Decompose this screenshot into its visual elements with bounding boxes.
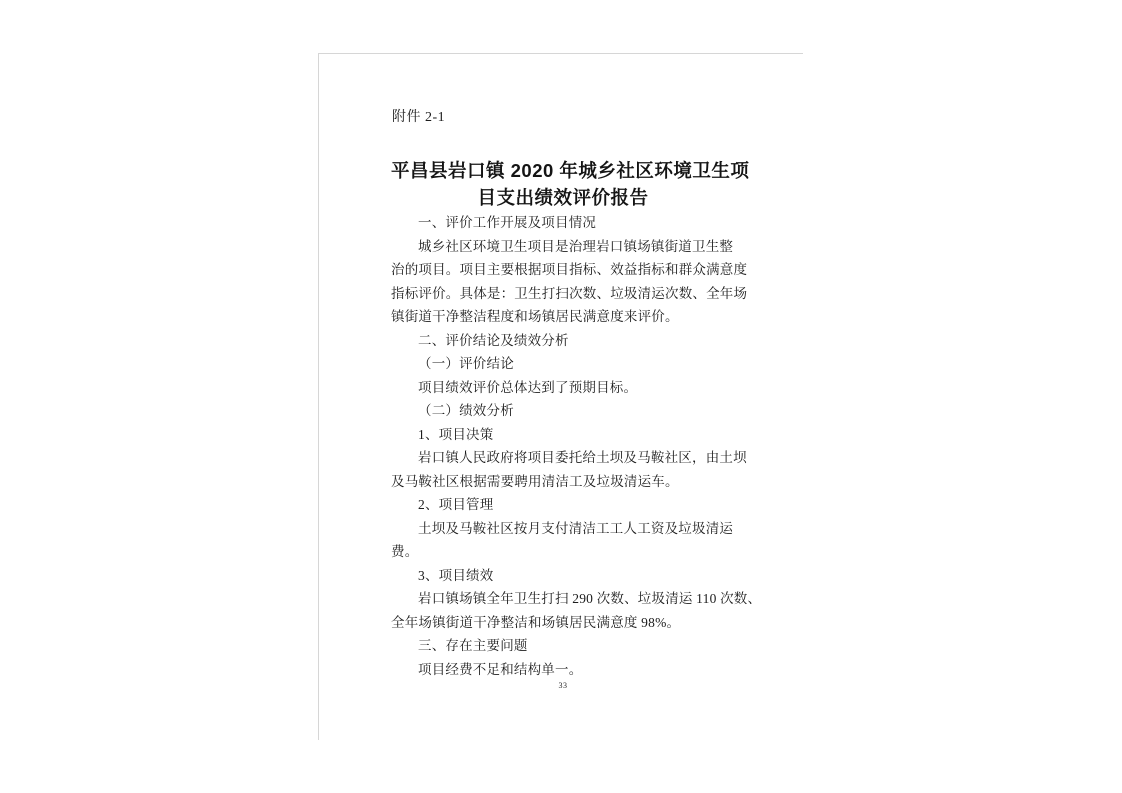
page-number: 33 xyxy=(558,681,568,690)
body-line: 治的项目。项目主要根据项目指标、效益指标和群众满意度 xyxy=(391,262,748,277)
subsection-heading-2-1: （一）评价结论 xyxy=(418,356,514,371)
document-body xyxy=(391,211,762,681)
body-line: 土坝及马鞍社区按月支付清洁工工人工资及垃圾清运 xyxy=(418,520,734,536)
body-line: 岩口镇场镇全年卫生打扫 290 次数、垃圾清运 110 次数、 xyxy=(418,591,762,606)
section-heading-1: 一、评价工作开展及项目情况 xyxy=(418,215,597,230)
document-title-line-2: 目支出绩效评价报告 xyxy=(477,187,649,208)
body-line: 城乡社区环境卫生项目是治理岩口镇场镇街道卫生整 xyxy=(418,238,734,254)
body-line: 项目经费不足和结构单一。 xyxy=(418,661,583,677)
body-line: 及马鞍社区根据需要聘用清洁工及垃圾清运车。 xyxy=(391,473,679,489)
item-heading-1: 1、项目决策 xyxy=(418,426,494,442)
section-heading-2: 二、评价结论及绩效分析 xyxy=(418,332,569,348)
body-line: 全年场镇街道干净整洁和场镇居民满意度 98%。 xyxy=(391,614,681,630)
item-heading-3: 3、项目绩效 xyxy=(418,567,494,583)
subsection-heading-2-2: （二）绩效分析 xyxy=(418,403,514,418)
document-title-line-1: 平昌县岩口镇 2020 年城乡社区环境卫生项 xyxy=(391,160,750,181)
body-line: 岩口镇人民政府将项目委托给土坝及马鞍社区，由土坝 xyxy=(418,450,747,465)
attachment-label: 附件 2-1 xyxy=(392,110,446,125)
body-line: 项目绩效评价总体达到了预期目标。 xyxy=(418,379,638,395)
body-line: 镇街道干净整洁程度和场镇居民满意度来评价。 xyxy=(391,309,679,324)
body-line: 费。 xyxy=(391,544,419,559)
document-title xyxy=(391,157,750,211)
item-heading-2: 2、项目管理 xyxy=(418,497,494,512)
document-page xyxy=(318,53,803,740)
body-line: 指标评价。具体是：卫生打扫次数、垃圾清运次数、全年场 xyxy=(391,285,748,301)
section-heading-3: 三、存在主要问题 xyxy=(418,638,528,653)
